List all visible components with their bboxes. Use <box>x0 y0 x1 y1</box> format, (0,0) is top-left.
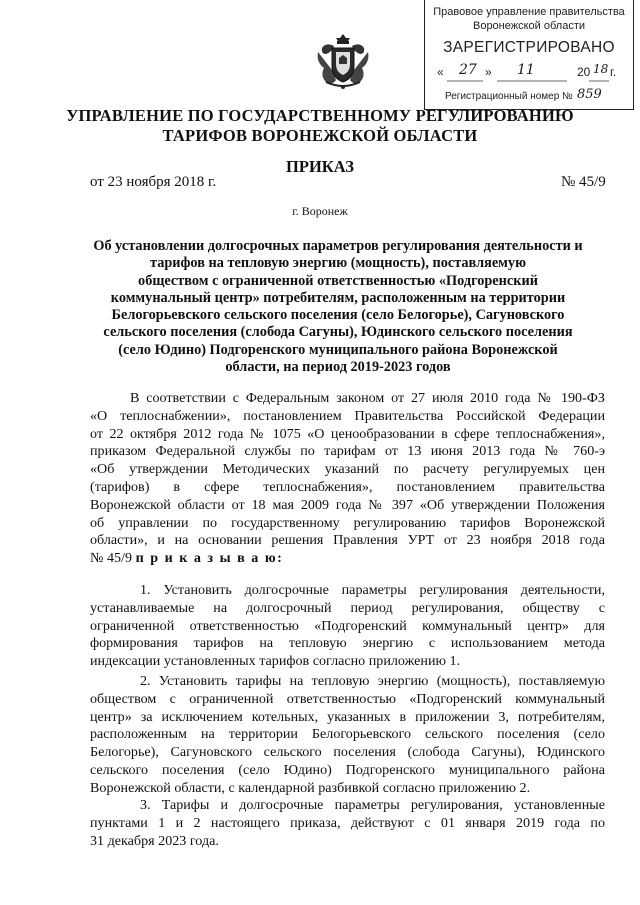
preamble-line: приказом Федеральной службы по тарифам от 13 июня 2013 года № 760-э <box>90 443 605 460</box>
order-city: г. Воронеж <box>292 204 348 218</box>
stamp-org-line-1: Правовое управление правительства <box>433 6 625 18</box>
stamp-year-suffix: 18 <box>593 62 609 76</box>
stamp-quote-close: » <box>485 65 492 79</box>
item2-line: сельского поселения (село Юдино) Подгоренского муниципального района <box>90 761 605 778</box>
preamble-line: (тарифов) в сфере теплоснабжения», постановлением правительства <box>90 478 605 495</box>
preamble-line: «Об утверждении Методических указаний по расчету регулируемых цен <box>90 461 605 478</box>
item3-line: 3. Тарифы и долгосрочные параметры регулирования, установленные <box>140 797 605 813</box>
preamble-line: Воронежской области от 18 мая 2009 года № 397 «Об утверждении Положения <box>90 496 605 513</box>
authority-title-line-1: УПРАВЛЕНИЕ ПО ГОСУДАРСТВЕННОМУ РЕГУЛИРОВАНИЮ <box>66 106 574 125</box>
order-number: № 45/9 <box>561 174 606 190</box>
item2-line: обществом с ограниченной ответственностью «Подгоренский коммунальный <box>90 690 605 707</box>
registration-stamp <box>424 0 634 110</box>
item1-line: 1. Установить долгосрочные параметры регулирования деятельности, <box>140 582 605 598</box>
preamble-line: об управлении по государственному регулированию тарифов Воронежской <box>90 514 605 531</box>
preamble-decree-word: п р и к а з ы в а ю: <box>135 550 284 567</box>
subject-line: Об установлении долгосрочных параметров регулирования деятельности и <box>93 238 583 254</box>
preamble-order-ref: № 45/9 <box>90 550 136 567</box>
item3-line: 31 декабря 2023 года. <box>90 832 219 849</box>
preamble-line: от 22 октября 2012 года № 1075 «О ценообразовании в сфере теплоснабжения», <box>90 425 605 442</box>
item2-line: расположенным на территории Белогорьевского сельского поселения (село <box>90 726 605 743</box>
coat-of-arms-icon <box>312 30 374 92</box>
preamble-line: области», и на основании решения Правления УРТ от 23 ноября 2018 года <box>90 532 605 549</box>
stamp-date-underlines <box>437 65 627 85</box>
subject-line: сельского поселения (слобода Сагуны), Юдинского сельского поселения <box>103 324 573 341</box>
subject-line: области, на период 2019-2023 годов <box>225 359 451 376</box>
document-type: ПРИКАЗ <box>286 157 354 176</box>
stamp-month: 11 <box>517 62 535 78</box>
stamp-reg-label: Регистрационный номер № <box>445 91 573 102</box>
preamble-last-line <box>90 550 605 568</box>
item1-line: ограниченной ответственностью «Подгоренский коммунальный центр» для <box>90 617 605 634</box>
stamp-registration-number <box>445 87 629 107</box>
authority-title-line-2: ТАРИФОВ ВОРОНЕЖСКОЙ ОБЛАСТИ <box>162 126 478 145</box>
item2-line: Воронежской области, с календарной разбивкой согласно приложению 2. <box>90 779 531 796</box>
order-subject <box>82 238 594 376</box>
subject-line: коммунальный центр» потребителям, расположенным на территории <box>110 289 566 306</box>
subject-line: (село Юдино) Подгоренского муниципального района Воронежской <box>118 341 558 358</box>
item2-line: Белогорье), Сагуновского сельского поселения (слобода Сагуны), Юдинского <box>90 744 605 761</box>
stamp-year-prefix: 20 <box>577 65 591 79</box>
item1-line: формирования тарифов на тепловую энергию с использованием метода <box>90 635 605 652</box>
item1-line: устанавливаемые на долгосрочный период регулирования, обществу с <box>90 599 605 616</box>
preamble-line: «О теплоснабжении», постановлением Правительства Российской Федерации <box>90 407 605 424</box>
subject-line: Белогорьевского сельского поселения (село Белогорье), Сагуновского <box>111 307 565 324</box>
order-item-2 <box>90 673 605 798</box>
stamp-year-end: г. <box>610 65 617 79</box>
item1-line: индексации установленных тарифов согласно приложению 1. <box>90 653 461 670</box>
order-item-1 <box>90 582 605 671</box>
preamble-paragraph <box>90 390 605 568</box>
order-item-3 <box>90 797 605 850</box>
stamp-day: 27 <box>459 62 477 78</box>
stamp-quote-open: « <box>437 65 444 79</box>
order-date: от 23 ноября 2018 г. <box>90 174 217 190</box>
preamble-line: В соответствии с Федеральным законом от 27 июля 2010 года № 190-ФЗ <box>130 390 605 406</box>
stamp-date <box>437 62 627 85</box>
subject-line: обществом с ограниченной ответственностью «Подгоренский <box>138 272 538 289</box>
stamp-org-line-2: Воронежской области <box>472 20 585 32</box>
item2-line: центр» за исключением котельных, указанных в приложении 3, потребителям, <box>90 708 605 725</box>
item2-line: 2. Установить тарифы на тепловую энергию (мощность), поставляемую <box>140 673 605 689</box>
item3-line: пунктами 1 и 2 настоящего приказа, действуют с 01 января 2019 года по <box>90 814 605 831</box>
stamp-organization <box>425 5 633 33</box>
subject-line: тарифов на тепловую энергию (мощность), поставляемую <box>150 255 526 272</box>
stamp-registered-label: ЗАРЕГИСТРИРОВАНО <box>443 39 615 56</box>
stamp-reg-number: 859 <box>577 87 602 102</box>
